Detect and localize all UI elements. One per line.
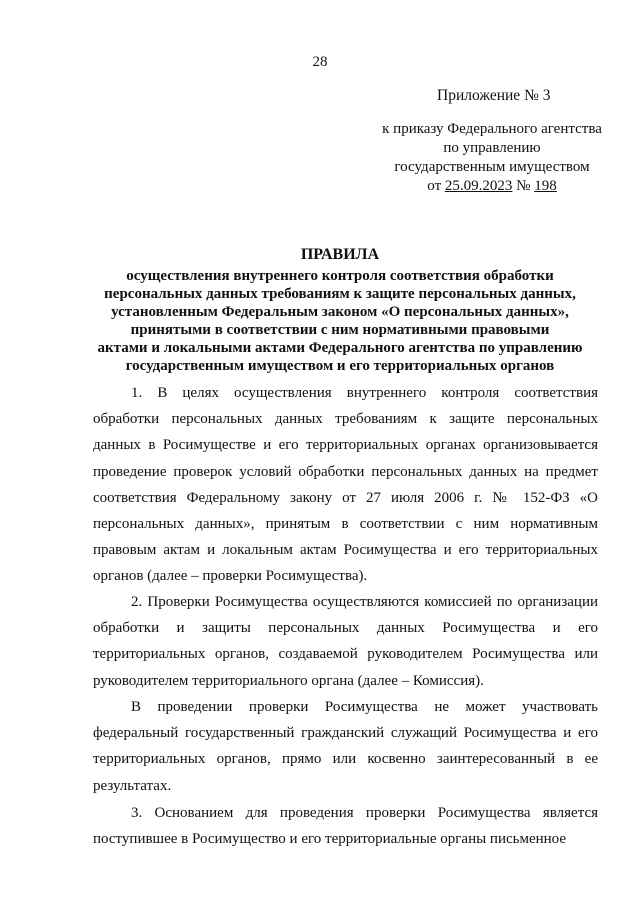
order-date-prefix: от <box>427 178 445 194</box>
page-number: 28 <box>312 54 328 70</box>
order-number-sign: № <box>512 178 535 194</box>
rules-subtitle-line: государственным имуществом и его территориальных органов <box>125 358 555 374</box>
rules-subtitle-line: актами и локальными актами Федерального агентства по управлению <box>97 340 583 356</box>
order-number: 198 <box>534 178 557 194</box>
paragraph-3 <box>93 800 598 852</box>
order-date-line <box>368 177 616 196</box>
paragraph-text: 3. Основанием для проведения проверки Росимущества является поступившее в Росимущество и его территориальные органы письменное <box>93 805 598 848</box>
order-reference <box>368 120 616 196</box>
rules-subtitle-line: принятыми в соответствии с ним нормативными правовыми <box>130 322 550 338</box>
rules-subtitle-line: установленным Федеральным законом «О персональных данных», <box>111 304 569 320</box>
order-reference-line: государственным имуществом <box>394 159 590 175</box>
appendix-title: Приложение № 3 <box>437 87 551 104</box>
order-date: 25.09.2023 <box>444 178 513 194</box>
rules-subtitle-line: осуществления внутреннего контроля соответствия обработки <box>126 268 554 284</box>
paragraph-text: 2. Проверки Росимущества осуществляются комиссией по организации обработки и защиты персональных данных Росимущества и его территориальных органов, создаваемой руководителем Росимущества или руководителем территориального органа (далее – Комиссия). <box>93 594 598 689</box>
paragraph-2-continued <box>93 694 598 799</box>
rules-title: ПРАВИЛА <box>300 246 380 263</box>
paragraph-1 <box>93 380 598 590</box>
order-reference-line: по управлению <box>443 140 541 156</box>
paragraph-text: В проведении проверки Росимущества не может участвовать федеральный государственный гражданский служащий Росимущества и его территориальных органов, прямо или косвенно заинтересованный в ее результатах. <box>93 699 598 794</box>
rules-subtitle-line: персональных данных требованиям к защите персональных данных, <box>104 286 576 302</box>
order-reference-line: к приказу Федерального агентства <box>382 121 602 137</box>
paragraph-2 <box>93 589 598 694</box>
rules-heading <box>60 246 620 375</box>
paragraph-text: 1. В целях осуществления внутреннего контроля соответствия обработки персональных данных требованиям к защите персональных данных в Росимуществе и его территориальных органах организовывается проведение проверок условий обработки персональных данных на предмет соответствия Федеральному закону от 27 июля 2006 г. № 152-ФЗ «О персональных данных», принятым в соответствии с ним нормативным правовым актам и локальным актам Росимущества и его территориальных органов (далее – проверки Росимущества). <box>93 385 598 585</box>
